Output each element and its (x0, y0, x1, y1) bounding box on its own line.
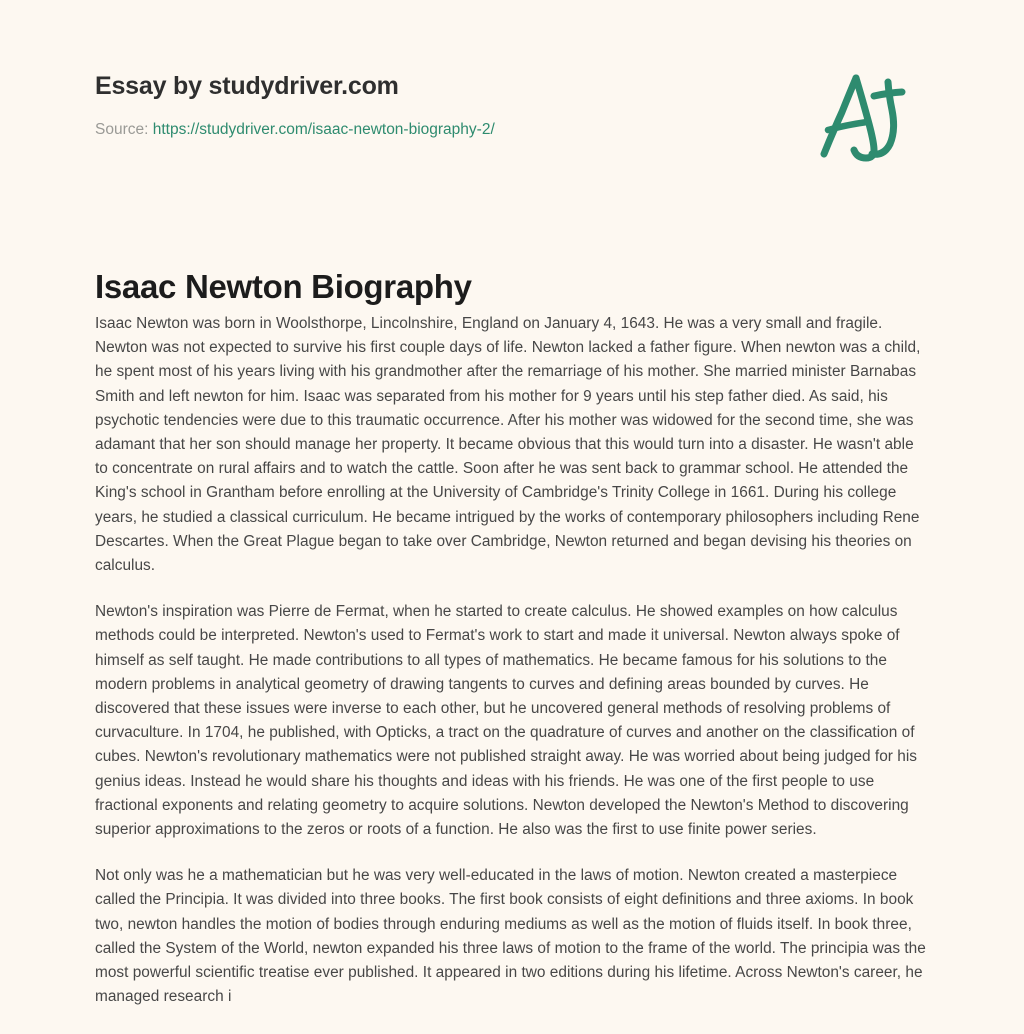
studydriver-a-plus-logo-icon (812, 68, 916, 164)
essay-attribution: Essay by studydriver.com (95, 72, 399, 100)
paragraph: Isaac Newton was born in Woolsthorpe, Lincolnshire, England on January 4, 1643. He was a very small and fragile. Newton was not expected to survive his first couple days of life. Newton lacked a father figure. When newton was a child, he spent most of his years living with his grandmother after the remarriage of his mother. She married minister Barnabas Smith and left newton for him. Isaac was separated from his mother for 9 years until his step father died. As said, his psychotic tendencies were due to this traumatic occurrence. After his mother was widowed for the second time, she was adamant that her son should manage her property. It became obvious that this would turn into a disaster. He wasn't able to concentrate on rural affairs and to watch the cattle. Soon after he was sent back to grammar school. He attended the King's school in Grantham before enrolling at the University of Cambridge's Trinity College in 1661. During his college years, he studied a classical curriculum. He became intrigued by the works of contemporary philosophers including Rene Descartes. When the Great Plague began to take over Cambridge, Newton returned and began devising his theories on calculus. (95, 315, 921, 575)
paragraph: Newton's inspiration was Pierre de Fermat, when he started to create calculus. He showed examples on how calculus methods could be interpreted. Newton's used to Fermat's work to start and made it universal. Newton always spoke of himself as self taught. He made contributions to all types of mathematics. He became famous for his solutions to the modern problems in analytical geometry of drawing tangents to curves and defining areas bounded by curves. He discovered that these issues were inverse to each other, but he uncovered general methods of resolving problems of curvaculture. In 1704, he published, with Opticks, a tract on the quadrature of curves and another on the classification of cubes. Newton's revolutionary mathematics were not published straight away. He was worried about being judged for his genius ideas. Instead he would share his thoughts and ideas with his friends. He was one of the first people to use fractional exponents and relating geometry to acquire solutions. Newton developed the Newton's Method to discovering superior approximations to the zeros or roots of a function. He also was the first to use finite power series. (95, 603, 917, 839)
source-line (95, 122, 495, 138)
page-header (0, 0, 1024, 200)
paragraph: Not only was he a mathematician but he was very well-educated in the laws of motion. Newton created a masterpiece called the Principia. It was divided into three books. The first book consists of eight definitions and three axioms. In book two, newton handles the motion of bodies through enduring mediums as well as the motion of fluids itself. In book three, called the System of the World, newton expanded his three laws of motion to the frame of the world. The principia was the most powerful scientific treatise ever published. It appeared in two editions during his lifetime. Across Newton's career, he managed research i (95, 867, 926, 1006)
source-label: Source: (95, 121, 149, 138)
essay-body (95, 312, 929, 1034)
source-url-link[interactable]: https://studydriver.com/isaac-newton-biography-2/ (152, 121, 495, 138)
page-title: Isaac Newton Biography (95, 268, 472, 306)
